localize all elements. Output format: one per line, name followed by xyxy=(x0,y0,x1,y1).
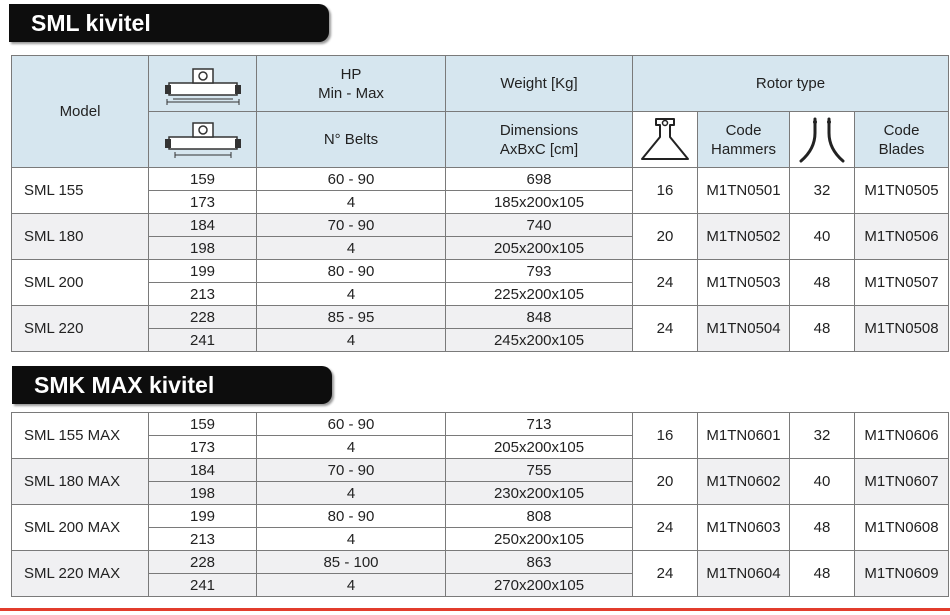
hammer-count: 24 xyxy=(633,260,698,306)
hammer-code: M1TN0601 xyxy=(698,413,790,459)
belt-count: 4 xyxy=(257,329,446,352)
hp-range: 85 - 100 xyxy=(257,551,446,574)
header-rotor-type: Rotor type xyxy=(633,56,949,112)
dimensions: 230x200x105 xyxy=(446,482,633,505)
table-row xyxy=(12,551,949,574)
model-name: SML 200 MAX xyxy=(12,505,149,551)
header-code-blades-line2: Blades xyxy=(878,140,925,158)
dimensions: 185x200x105 xyxy=(446,191,633,214)
weight: 698 xyxy=(446,168,633,191)
weight: 740 xyxy=(446,214,633,237)
table-row xyxy=(12,168,949,191)
mulcher-working-width-icon xyxy=(149,112,257,168)
smk-max-spec-table xyxy=(11,412,949,597)
table-row xyxy=(12,260,949,283)
outer-width: 228 xyxy=(149,551,257,574)
blade-count: 48 xyxy=(790,260,855,306)
sml-spec-table xyxy=(11,55,949,352)
blade-code: M1TN0508 xyxy=(855,306,949,352)
dimensions: 250x200x105 xyxy=(446,528,633,551)
model-name: SML 220 xyxy=(12,306,149,352)
blade-count: 32 xyxy=(790,413,855,459)
hammer-count: 20 xyxy=(633,459,698,505)
outer-width: 199 xyxy=(149,505,257,528)
dimensions: 205x200x105 xyxy=(446,237,633,260)
working-width: 198 xyxy=(149,482,257,505)
header-code-blades-line1: Code xyxy=(883,121,920,139)
model-name: SML 180 xyxy=(12,214,149,260)
outer-width: 199 xyxy=(149,260,257,283)
belt-count: 4 xyxy=(257,283,446,306)
weight: 848 xyxy=(446,306,633,329)
blade-code: M1TN0606 xyxy=(855,413,949,459)
header-code-hammers xyxy=(698,112,790,168)
header-belts: N° Belts xyxy=(257,112,446,168)
working-width: 241 xyxy=(149,329,257,352)
hammer-code: M1TN0504 xyxy=(698,306,790,352)
working-width: 173 xyxy=(149,191,257,214)
blade-code: M1TN0608 xyxy=(855,505,949,551)
weight: 863 xyxy=(446,551,633,574)
table-row xyxy=(12,214,949,237)
header-dimensions-line2: AxBxC [cm] xyxy=(499,140,579,158)
blade-count: 40 xyxy=(790,214,855,260)
blade-count: 40 xyxy=(790,459,855,505)
belt-count: 4 xyxy=(257,482,446,505)
dimensions: 270x200x105 xyxy=(446,574,633,597)
header-dimensions xyxy=(446,112,633,168)
blade-code: M1TN0507 xyxy=(855,260,949,306)
header-hp-line2: Min - Max xyxy=(318,84,384,102)
dimensions: 205x200x105 xyxy=(446,436,633,459)
hammer-count: 16 xyxy=(633,168,698,214)
header-model: Model xyxy=(12,56,149,168)
blade-count: 32 xyxy=(790,168,855,214)
hammer-code: M1TN0503 xyxy=(698,260,790,306)
model-name: SML 155 xyxy=(12,168,149,214)
outer-width: 159 xyxy=(149,413,257,436)
hp-range: 80 - 90 xyxy=(257,260,446,283)
blade-code: M1TN0505 xyxy=(855,168,949,214)
header-dimensions-line1: Dimensions xyxy=(499,121,579,139)
hp-range: 80 - 90 xyxy=(257,505,446,528)
hammer-code: M1TN0602 xyxy=(698,459,790,505)
table-row xyxy=(12,505,949,528)
table-row xyxy=(12,413,949,436)
blade-code: M1TN0506 xyxy=(855,214,949,260)
section-title-smk-max: SMK MAX kivitel xyxy=(12,366,332,404)
hammer-count: 24 xyxy=(633,306,698,352)
working-width: 213 xyxy=(149,283,257,306)
sml-table-body xyxy=(12,168,949,352)
header-hp-line1: HP xyxy=(340,65,362,83)
header-code-hammers-line2: Hammers xyxy=(710,140,776,158)
smk-max-table-body xyxy=(12,413,949,597)
weight: 793 xyxy=(446,260,633,283)
header-hp xyxy=(257,56,446,112)
mulcher-outer-width-icon xyxy=(149,56,257,112)
hammer-code: M1TN0502 xyxy=(698,214,790,260)
hp-range: 85 - 95 xyxy=(257,306,446,329)
hammer-count: 24 xyxy=(633,551,698,597)
dimensions: 225x200x105 xyxy=(446,283,633,306)
working-width: 241 xyxy=(149,574,257,597)
hammer-code: M1TN0501 xyxy=(698,168,790,214)
outer-width: 159 xyxy=(149,168,257,191)
table-row xyxy=(12,306,949,329)
blade-count: 48 xyxy=(790,551,855,597)
outer-width: 184 xyxy=(149,214,257,237)
bottom-accent-line xyxy=(0,608,950,611)
blade-rotor-icon xyxy=(790,112,855,168)
model-name: SML 155 MAX xyxy=(12,413,149,459)
weight: 755 xyxy=(446,459,633,482)
hammer-count: 20 xyxy=(633,214,698,260)
model-name: SML 220 MAX xyxy=(12,551,149,597)
model-name: SML 180 MAX xyxy=(12,459,149,505)
blade-code: M1TN0609 xyxy=(855,551,949,597)
model-name: SML 200 xyxy=(12,260,149,306)
hammer-code: M1TN0604 xyxy=(698,551,790,597)
hammer-code: M1TN0603 xyxy=(698,505,790,551)
table-row xyxy=(12,459,949,482)
dimensions: 245x200x105 xyxy=(446,329,633,352)
belt-count: 4 xyxy=(257,436,446,459)
belt-count: 4 xyxy=(257,237,446,260)
header-weight: Weight [Kg] xyxy=(446,56,633,112)
hammer-count: 16 xyxy=(633,413,698,459)
belt-count: 4 xyxy=(257,191,446,214)
blade-count: 48 xyxy=(790,505,855,551)
blade-code: M1TN0607 xyxy=(855,459,949,505)
working-width: 213 xyxy=(149,528,257,551)
blade-count: 48 xyxy=(790,306,855,352)
hammer-count: 24 xyxy=(633,505,698,551)
weight: 808 xyxy=(446,505,633,528)
hp-range: 70 - 90 xyxy=(257,459,446,482)
working-width: 198 xyxy=(149,237,257,260)
outer-width: 228 xyxy=(149,306,257,329)
header-code-hammers-line1: Code xyxy=(725,121,762,139)
hp-range: 70 - 90 xyxy=(257,214,446,237)
hp-range: 60 - 90 xyxy=(257,168,446,191)
belt-count: 4 xyxy=(257,574,446,597)
hammer-rotor-icon xyxy=(633,112,698,168)
hp-range: 60 - 90 xyxy=(257,413,446,436)
outer-width: 184 xyxy=(149,459,257,482)
section-title-sml: SML kivitel xyxy=(9,4,329,42)
working-width: 173 xyxy=(149,436,257,459)
belt-count: 4 xyxy=(257,528,446,551)
weight: 713 xyxy=(446,413,633,436)
header-code-blades xyxy=(855,112,949,168)
